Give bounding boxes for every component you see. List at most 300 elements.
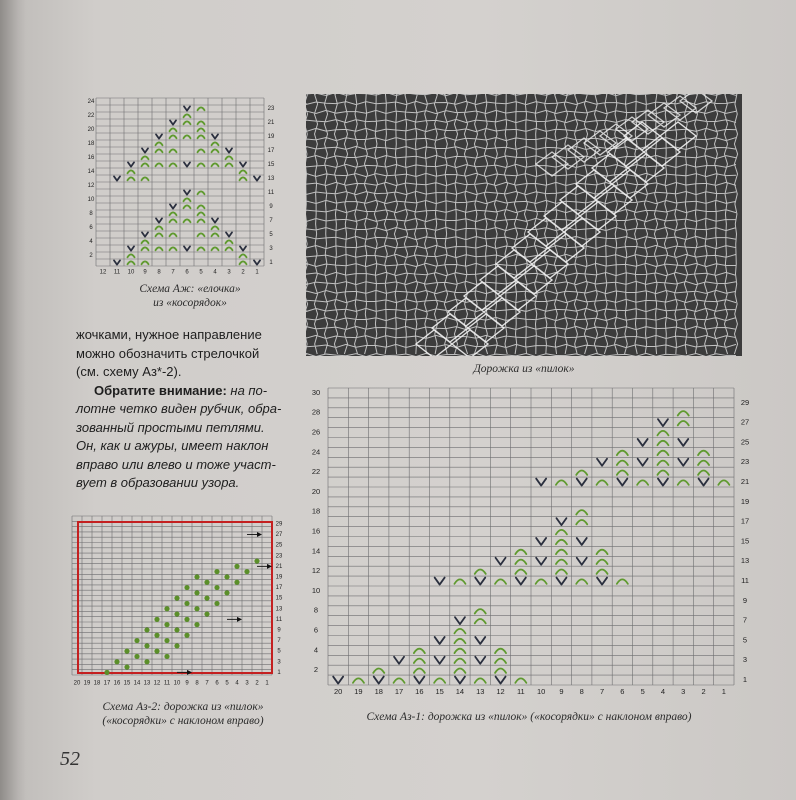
- arc-symbol: [454, 629, 465, 633]
- col-label: 8: [157, 269, 161, 276]
- arc-symbol: [198, 219, 205, 222]
- arc-symbol: [597, 550, 608, 554]
- row-label: 27: [740, 417, 750, 427]
- text-line: [76, 456, 298, 475]
- text-line: можно обозначить стрелочкой: [76, 345, 260, 361]
- col-label: 16: [415, 686, 424, 696]
- page-number: 52: [60, 748, 80, 770]
- v-symbol: [658, 479, 668, 486]
- col-label: 13: [143, 680, 151, 687]
- col-label: 10: [127, 269, 135, 276]
- arc-symbol: [142, 177, 149, 180]
- row-label: 10: [311, 585, 321, 595]
- text-line: [76, 474, 298, 493]
- arc-symbol: [226, 240, 233, 243]
- dot-symbol: [234, 564, 239, 569]
- text-line-italic: вует в образовании узора.: [76, 475, 240, 490]
- row-label: 24: [311, 447, 321, 457]
- dot-symbol: [194, 590, 199, 595]
- dot-symbol: [214, 569, 219, 574]
- row-label: 16: [87, 155, 95, 162]
- col-label: 4: [235, 680, 239, 687]
- dot-symbol: [234, 580, 239, 585]
- v-symbol: [638, 459, 648, 466]
- row-label: 14: [87, 169, 95, 176]
- v-symbol: [678, 459, 688, 466]
- col-label: 18: [93, 680, 101, 687]
- arc-symbol: [198, 121, 205, 124]
- col-label: 14: [455, 686, 465, 696]
- dot-symbol: [244, 569, 249, 574]
- row-label: 2: [313, 665, 319, 675]
- col-label: 2: [701, 686, 706, 696]
- col-label: 1: [255, 269, 259, 276]
- col-label: 2: [255, 680, 259, 687]
- dot-symbol: [134, 638, 139, 643]
- arc-symbol: [576, 579, 587, 583]
- dot-symbol: [254, 558, 259, 563]
- page-fold-shadow: [0, 0, 26, 800]
- arc-symbol: [454, 639, 465, 643]
- col-label: 10: [536, 686, 546, 696]
- v-symbol: [475, 657, 485, 664]
- row-label: 24: [87, 99, 95, 106]
- col-label: 7: [599, 686, 605, 696]
- row-label: 14: [311, 546, 321, 556]
- dot-symbol: [144, 659, 149, 664]
- col-label: 20: [73, 680, 81, 687]
- row-label: 22: [311, 467, 321, 477]
- arc-symbol: [170, 233, 177, 236]
- arc-symbol: [184, 205, 191, 208]
- col-label: 8: [579, 686, 584, 696]
- arc-symbol: [212, 149, 219, 152]
- arc-symbol: [414, 659, 425, 663]
- arc-symbol: [597, 570, 608, 574]
- arc-symbol: [170, 149, 177, 152]
- scheme-az2-caption-line1: Схема Аз-2: дорожка из «пилок»: [102, 701, 264, 713]
- v-symbol: [435, 637, 445, 644]
- note-label: Обратите внимание:: [94, 382, 227, 398]
- row-label: 23: [267, 106, 275, 113]
- v-symbol: [114, 176, 120, 180]
- arrow-head: [237, 617, 242, 622]
- arc-symbol: [142, 261, 149, 264]
- row-label: 18: [311, 506, 321, 516]
- arc-symbol: [198, 163, 205, 166]
- dot-symbol: [174, 596, 179, 601]
- row-label: 21: [275, 563, 283, 570]
- row-label: 26: [311, 427, 321, 437]
- v-symbol: [114, 260, 120, 264]
- arc-symbol: [454, 659, 465, 663]
- v-symbol: [254, 176, 260, 180]
- body-text: [76, 326, 298, 493]
- row-label: 8: [313, 605, 319, 615]
- v-symbol: [597, 459, 607, 466]
- row-label: 12: [311, 566, 321, 576]
- dot-symbol: [214, 601, 219, 606]
- arc-symbol: [414, 669, 425, 673]
- arc-symbol: [212, 247, 219, 250]
- arc-symbol: [170, 212, 177, 215]
- col-label: 9: [559, 686, 564, 696]
- col-label: 12: [99, 269, 107, 276]
- dot-symbol: [124, 649, 129, 654]
- dot-symbol: [194, 622, 199, 627]
- row-label: 17: [740, 516, 750, 526]
- arc-symbol: [495, 579, 506, 583]
- row-label: 2: [89, 253, 93, 260]
- v-symbol: [170, 120, 176, 124]
- dot-symbol: [194, 574, 199, 579]
- scheme-azh-caption-line1: Схема Аж: «елочка»: [139, 283, 241, 295]
- arc-symbol: [556, 480, 567, 484]
- row-label: 4: [313, 645, 319, 655]
- arc-symbol: [617, 451, 628, 455]
- arc-symbol: [637, 480, 648, 484]
- dot-symbol: [114, 659, 119, 664]
- arc-symbol: [198, 233, 205, 236]
- dot-symbol: [174, 627, 179, 632]
- arc-symbol: [198, 107, 205, 110]
- col-label: 11: [516, 686, 525, 696]
- row-label: 19: [267, 134, 275, 141]
- v-symbol: [638, 439, 648, 446]
- row-label: 3: [269, 246, 273, 253]
- col-label: 6: [620, 686, 625, 696]
- arc-symbol: [170, 135, 177, 138]
- v-symbol: [240, 162, 246, 166]
- v-symbol: [475, 578, 485, 585]
- col-label: 18: [374, 686, 383, 696]
- dot-symbol: [164, 654, 169, 659]
- arc-symbol: [718, 480, 729, 484]
- row-label: 3: [742, 655, 748, 665]
- col-label: 8: [195, 680, 199, 687]
- v-symbol: [435, 578, 445, 585]
- col-label: 11: [113, 269, 121, 276]
- col-label: 19: [83, 680, 91, 687]
- row-label: 13: [267, 176, 275, 183]
- row-label: 11: [267, 190, 275, 197]
- v-symbol: [156, 218, 162, 222]
- arc-symbol: [240, 177, 247, 180]
- col-label: 17: [103, 680, 111, 687]
- arc-symbol: [678, 480, 689, 484]
- row-label: 21: [740, 477, 750, 487]
- text-line-italic: лотне четко виден рубчик, обра-: [76, 401, 282, 416]
- arc-symbol: [576, 471, 587, 475]
- arc-symbol: [515, 678, 526, 682]
- v-symbol: [226, 232, 232, 236]
- arc-symbol: [184, 135, 191, 138]
- arc-symbol: [156, 226, 163, 229]
- arc-symbol: [142, 247, 149, 250]
- col-label: 1: [265, 680, 269, 687]
- row-label: 16: [311, 526, 321, 536]
- arc-symbol: [198, 212, 205, 215]
- row-label: 6: [89, 225, 93, 232]
- dot-symbol: [104, 670, 109, 675]
- v-symbol: [254, 260, 260, 264]
- arc-symbol: [556, 570, 567, 574]
- arc-symbol: [156, 247, 163, 250]
- v-symbol: [678, 439, 688, 446]
- v-symbol: [170, 204, 176, 208]
- arc-symbol: [128, 261, 135, 264]
- row-label: 19: [275, 574, 283, 581]
- v-symbol: [556, 578, 566, 585]
- arc-symbol: [597, 480, 608, 484]
- arc-symbol: [495, 649, 506, 653]
- row-label: 22: [87, 113, 95, 120]
- arc-symbol: [536, 579, 547, 583]
- note-paragraph: [76, 382, 298, 401]
- col-label: 9: [185, 680, 189, 687]
- lace-photo: [306, 94, 742, 356]
- dot-symbol: [184, 633, 189, 638]
- row-label: 13: [275, 606, 283, 613]
- arrow-head: [257, 532, 262, 537]
- text-line-italic: Он, как и ажуры, имеет наклон: [76, 438, 269, 453]
- col-label: 20: [333, 686, 343, 696]
- scheme-azh-chart: [86, 96, 294, 276]
- row-label: 23: [740, 457, 750, 467]
- row-label: 17: [275, 585, 283, 592]
- arc-symbol: [156, 233, 163, 236]
- arc-symbol: [184, 198, 191, 201]
- row-label: 25: [740, 437, 750, 447]
- arc-symbol: [475, 609, 486, 613]
- arc-symbol: [698, 451, 709, 455]
- arc-symbol: [556, 550, 567, 554]
- arc-symbol: [353, 678, 364, 682]
- dot-symbol: [194, 606, 199, 611]
- arc-symbol: [198, 247, 205, 250]
- v-symbol: [128, 246, 134, 250]
- row-label: 28: [311, 407, 321, 417]
- col-label: 6: [185, 269, 189, 276]
- v-symbol: [156, 134, 162, 138]
- row-label: 5: [277, 648, 281, 655]
- row-label: 1: [277, 669, 281, 676]
- v-symbol: [475, 637, 485, 644]
- arc-symbol: [475, 678, 486, 682]
- arc-symbol: [184, 121, 191, 124]
- arc-symbol: [156, 142, 163, 145]
- arc-symbol: [617, 471, 628, 475]
- row-label: 27: [275, 532, 283, 539]
- arc-symbol: [156, 163, 163, 166]
- v-symbol: [455, 677, 465, 684]
- dot-symbol: [204, 596, 209, 601]
- v-symbol: [184, 246, 190, 250]
- text-line: [76, 419, 298, 438]
- arc-symbol: [597, 560, 608, 564]
- dot-symbol: [224, 574, 229, 579]
- arc-symbol: [240, 261, 247, 264]
- arc-symbol: [454, 579, 465, 583]
- row-label: 5: [269, 232, 273, 239]
- v-symbol: [556, 518, 566, 525]
- dot-symbol: [184, 617, 189, 622]
- arc-symbol: [515, 560, 526, 564]
- arrow-head: [187, 670, 192, 675]
- row-label: 11: [741, 576, 749, 586]
- col-label: 7: [205, 680, 209, 687]
- arc-symbol: [198, 149, 205, 152]
- row-label: 4: [89, 239, 93, 246]
- row-label: 6: [313, 625, 319, 635]
- arc-symbol: [128, 254, 135, 257]
- col-label: 10: [173, 680, 181, 687]
- row-label: 19: [740, 496, 750, 506]
- arc-symbol: [556, 560, 567, 564]
- row-label: 18: [87, 141, 95, 148]
- scheme-azh-caption: [86, 282, 294, 310]
- dot-symbol: [174, 643, 179, 648]
- v-symbol: [240, 246, 246, 250]
- arc-symbol: [678, 421, 689, 425]
- arc-symbol: [698, 471, 709, 475]
- arc-symbol: [495, 659, 506, 663]
- row-label: 1: [269, 260, 273, 267]
- v-symbol: [577, 558, 587, 565]
- arc-symbol: [156, 149, 163, 152]
- col-label: 3: [681, 686, 686, 696]
- col-label: 3: [227, 269, 231, 276]
- col-label: 11: [163, 680, 171, 687]
- arc-symbol: [434, 678, 445, 682]
- v-symbol: [658, 419, 668, 426]
- arc-symbol: [495, 669, 506, 673]
- dot-symbol: [154, 633, 159, 638]
- arc-symbol: [142, 163, 149, 166]
- row-label: 29: [740, 397, 750, 407]
- v-symbol: [333, 677, 343, 684]
- row-label: 15: [267, 162, 275, 169]
- scheme-az1-caption: Схема Аз-1: дорожка из «пилок» («косорядки» с наклоном вправо): [366, 711, 692, 723]
- arc-symbol: [212, 226, 219, 229]
- row-label: 9: [269, 204, 273, 211]
- row-label: 1: [742, 675, 748, 685]
- row-label: 23: [275, 553, 283, 560]
- dot-symbol: [154, 617, 159, 622]
- v-symbol: [617, 479, 627, 486]
- row-label: 10: [87, 197, 95, 204]
- col-label: 4: [213, 269, 217, 276]
- dot-symbol: [154, 649, 159, 654]
- row-label: 11: [275, 616, 283, 623]
- arc-symbol: [212, 142, 219, 145]
- arc-symbol: [657, 451, 668, 455]
- arc-symbol: [198, 191, 205, 194]
- v-symbol: [699, 479, 709, 486]
- v-symbol: [435, 657, 445, 664]
- note-text: на по-: [226, 382, 268, 398]
- v-symbol: [394, 657, 404, 664]
- scheme-az2-caption-line2: («косорядки» с наклоном вправо): [102, 715, 264, 727]
- arc-symbol: [657, 461, 668, 465]
- row-label: 13: [740, 556, 750, 566]
- row-label: 8: [89, 211, 93, 218]
- dot-symbol: [214, 585, 219, 590]
- arc-symbol: [142, 240, 149, 243]
- v-symbol: [184, 106, 190, 110]
- col-label: 5: [199, 269, 203, 276]
- text-line: [76, 400, 298, 419]
- arc-symbol: [226, 247, 233, 250]
- arc-symbol: [475, 619, 486, 623]
- col-label: 15: [123, 680, 131, 687]
- arc-symbol: [226, 156, 233, 159]
- arc-symbol: [240, 254, 247, 257]
- v-symbol: [577, 479, 587, 486]
- dot-symbol: [144, 627, 149, 632]
- col-label: 16: [113, 680, 121, 687]
- row-label: 21: [267, 120, 275, 127]
- v-symbol: [212, 134, 218, 138]
- lace-mesh-image: [306, 94, 742, 356]
- row-label: 3: [277, 659, 281, 666]
- arc-symbol: [198, 128, 205, 131]
- scheme-az1-chart: [306, 386, 752, 702]
- v-symbol: [128, 162, 134, 166]
- col-label: 5: [640, 686, 645, 696]
- col-label: 6: [215, 680, 219, 687]
- v-symbol: [536, 479, 546, 486]
- arc-symbol: [128, 177, 135, 180]
- text-line-italic: вправо или влево и тоже участ-: [76, 456, 276, 472]
- row-label: 30: [311, 387, 321, 397]
- col-label: 1: [721, 686, 726, 696]
- col-label: 19: [354, 686, 363, 696]
- arc-symbol: [170, 163, 177, 166]
- v-symbol: [184, 162, 190, 166]
- arc-symbol: [142, 156, 149, 159]
- row-label: 9: [277, 627, 281, 634]
- text-line: [76, 437, 298, 456]
- row-label: 9: [742, 595, 748, 605]
- col-label: 15: [435, 686, 444, 696]
- dot-symbol: [174, 611, 179, 616]
- arc-symbol: [617, 461, 628, 465]
- v-symbol: [142, 148, 148, 152]
- arc-symbol: [198, 205, 205, 208]
- row-label: 7: [742, 615, 748, 625]
- arc-symbol: [515, 550, 526, 554]
- arc-symbol: [454, 649, 465, 653]
- v-symbol: [496, 558, 506, 565]
- text-line: (см. схему Аз*-2).: [76, 364, 182, 379]
- v-symbol: [496, 677, 506, 684]
- arc-symbol: [515, 570, 526, 574]
- row-label: 15: [740, 536, 750, 546]
- arc-symbol: [657, 441, 668, 445]
- row-label: 29: [275, 521, 283, 528]
- arc-symbol: [414, 649, 425, 653]
- row-label: 20: [311, 486, 321, 496]
- v-symbol: [184, 190, 190, 194]
- v-symbol: [597, 578, 607, 585]
- arc-symbol: [617, 579, 628, 583]
- col-label: 5: [225, 680, 229, 687]
- v-symbol: [212, 218, 218, 222]
- scheme-azh-caption-line2: из «косорядок»: [153, 297, 227, 309]
- row-label: 15: [275, 595, 283, 602]
- arc-symbol: [170, 128, 177, 131]
